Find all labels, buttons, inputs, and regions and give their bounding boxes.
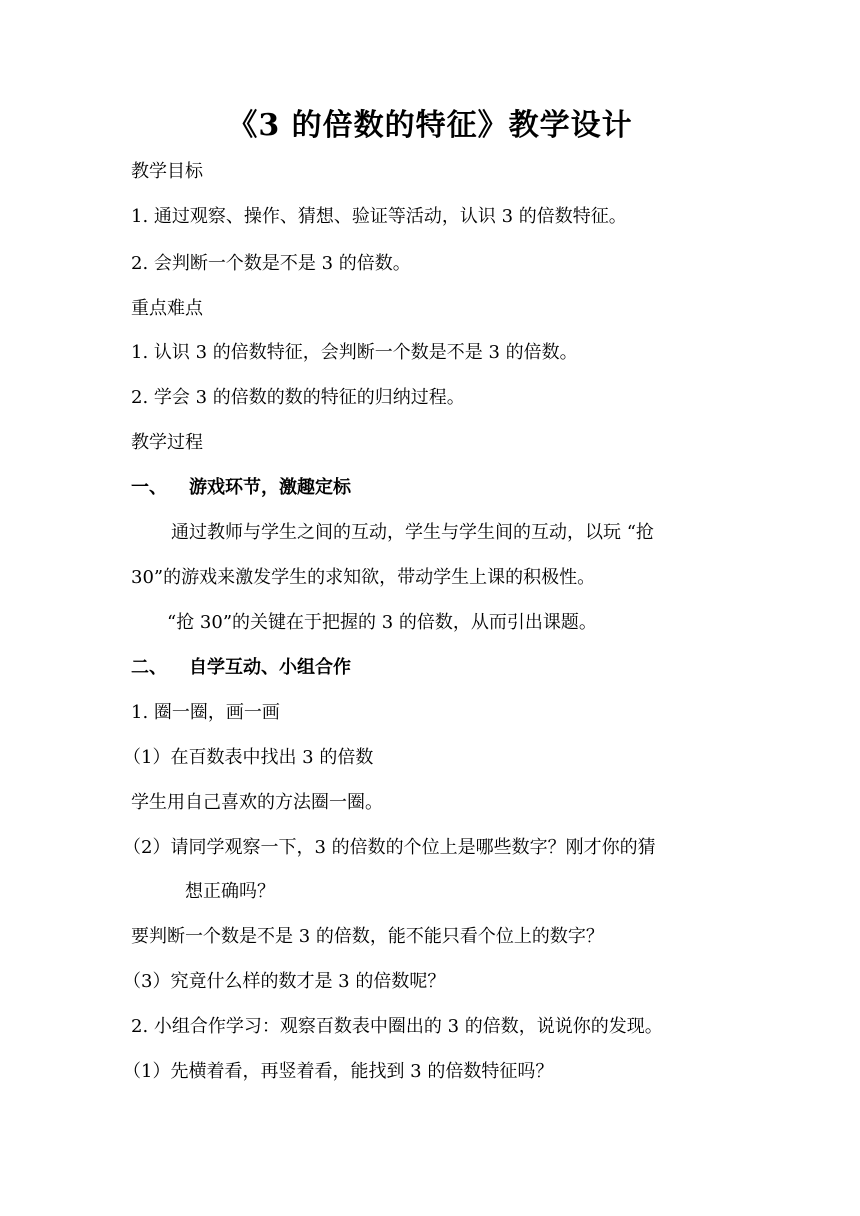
section-2-step-2-item-1: （1）先横着看，再竖着看，能找到 3 的倍数特征吗？ bbox=[123, 1061, 554, 1082]
section-2-step-2: 2. 小组合作学习：观察百数表中圈出的 3 的倍数，说说你的发现。 bbox=[131, 1016, 663, 1037]
section-2-item-1-note: 学生用自己喜欢的方法圈一圈。 bbox=[131, 792, 383, 813]
section-1-paragraph-1-line-1: 通过教师与学生之间的互动，学生与学生间的互动，以玩 “抢 bbox=[171, 522, 654, 543]
section-1-paragraph-2: “抢 30”的关键在于把握的 3 的倍数，从而引出课题。 bbox=[167, 612, 597, 633]
objective-item-1: 1. 通过观察、操作、猜想、验证等活动，认识 3 的倍数特征。 bbox=[131, 206, 627, 227]
section-2-number: 二、 bbox=[131, 657, 167, 678]
section-2-step-1: 1. 圈一圈，画一画 bbox=[131, 702, 280, 723]
objectives-heading: 教学目标 bbox=[131, 161, 203, 182]
key-point-item-1: 1. 认识 3 的倍数特征，会判断一个数是不是 3 的倍数。 bbox=[131, 342, 578, 363]
section-1-title: 游戏环节，激趣定标 bbox=[189, 477, 351, 498]
key-point-item-2: 2. 学会 3 的倍数的数的特征的归纳过程。 bbox=[131, 387, 465, 408]
process-heading: 教学过程 bbox=[131, 432, 203, 453]
section-2-item-2-line-2: 想正确吗？ bbox=[185, 881, 275, 902]
section-1-paragraph-1-line-2: 30”的游戏来激发学生的求知欲，带动学生上课的积极性。 bbox=[131, 567, 596, 588]
section-2-item-2-note: 要判断一个数是不是 3 的倍数，能不能只看个位上的数字？ bbox=[131, 926, 604, 947]
objective-item-2: 2. 会判断一个数是不是 3 的倍数。 bbox=[131, 253, 411, 274]
section-2-title: 自学互动、小组合作 bbox=[189, 657, 351, 678]
section-1-number: 一、 bbox=[131, 477, 167, 498]
key-points-heading: 重点难点 bbox=[131, 298, 203, 319]
section-2-heading bbox=[131, 656, 351, 680]
section-2-item-3: （3）究竟什么样的数才是 3 的倍数呢？ bbox=[123, 971, 446, 992]
section-2-item-1: （1）在百数表中找出 3 的倍数 bbox=[123, 747, 374, 768]
section-1-heading bbox=[131, 476, 351, 500]
section-2-item-2-line-1: （2）请同学观察一下，3 的倍数的个位上是哪些数字？刚才你的猜 bbox=[123, 837, 656, 858]
document-title: 《3 的倍数的特征》教学设计 bbox=[227, 108, 633, 143]
